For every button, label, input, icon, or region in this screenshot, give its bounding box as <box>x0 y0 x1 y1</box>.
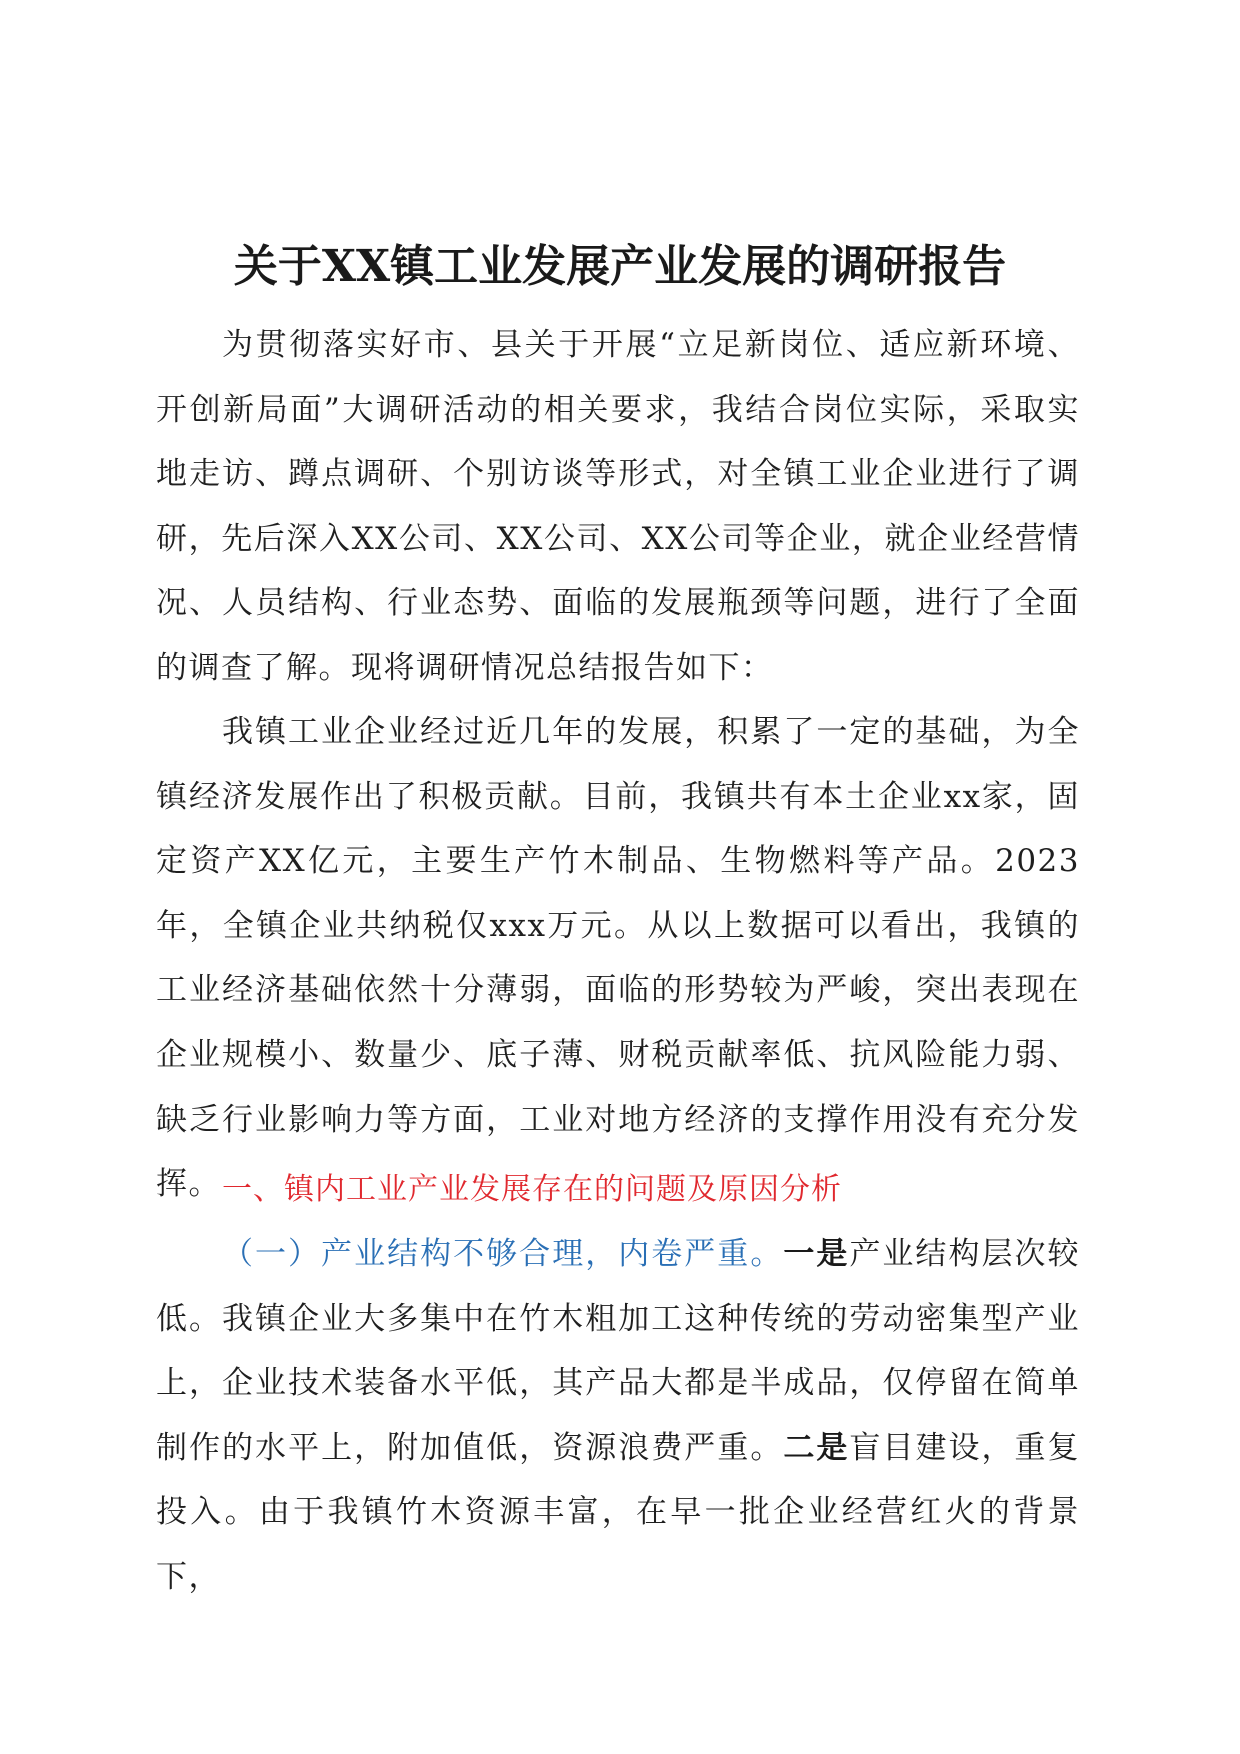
subsection-heading: （一）产业结构不够合理，内卷严重。 <box>222 1236 784 1272</box>
overview-paragraph: 我镇工业企业经过近几年的发展，积累了一定的基础，为全镇经济发展作出了积极贡献。目前，我镇共有本土企业xx家，固定资产XX亿元，主要生产竹木制品、生物燃料等产品。2023年，全镇企业共纳税仅xxx万元。从以上数据可以看出，我镇的工业经济基础依然十分薄弱，面临的形势较为严峻，突出表现在企业规模小、数量少、底子薄、财税贡献率低、抗风险能力弱、缺乏行业影响力等方面，工业对地方经济的支撑作用没有充分发挥。 <box>156 714 1080 1203</box>
point-two-label: 二是 <box>783 1429 850 1466</box>
intro-paragraph: 为贯彻落实好市、县关于开展“立足新岗位、适应新环境、开创新局面”大调研活动的相关要求，我结合岗位实际，采取实地走访、蹲点调研、个别访谈等形式，对全镇工业企业进行了调研，先后深入XX公司、XX公司、XX公司等企业，就企业经营情况、人员结构、行业态势、面临的发展瓶颈等问题，进行了全面的调查了解。现将调研情况总结报告如下： <box>156 327 1080 686</box>
document-title: 关于XX镇工业发展产业发展的调研报告 <box>233 241 1007 293</box>
point-one-text: 产业结构层次较低。我镇企业大多集中在竹木粗加工这种传统的劳动密集型产业上，企业技术装备水平低，其产品大都是半成品，仅停留在简单制作的水平上，附加值低，资源浪费严重。 <box>156 1236 1081 1466</box>
point-one-label: 一是 <box>783 1236 850 1272</box>
subsection-paragraph <box>156 1222 1080 1610</box>
point-two-text: 盲目建设，重复投入。由于我镇竹木资源丰富，在早一批企业经营红火的背景下， <box>156 1429 1081 1595</box>
section-heading: 一、镇内工业产业发展存在的问题及原因分析 <box>222 1172 842 1207</box>
